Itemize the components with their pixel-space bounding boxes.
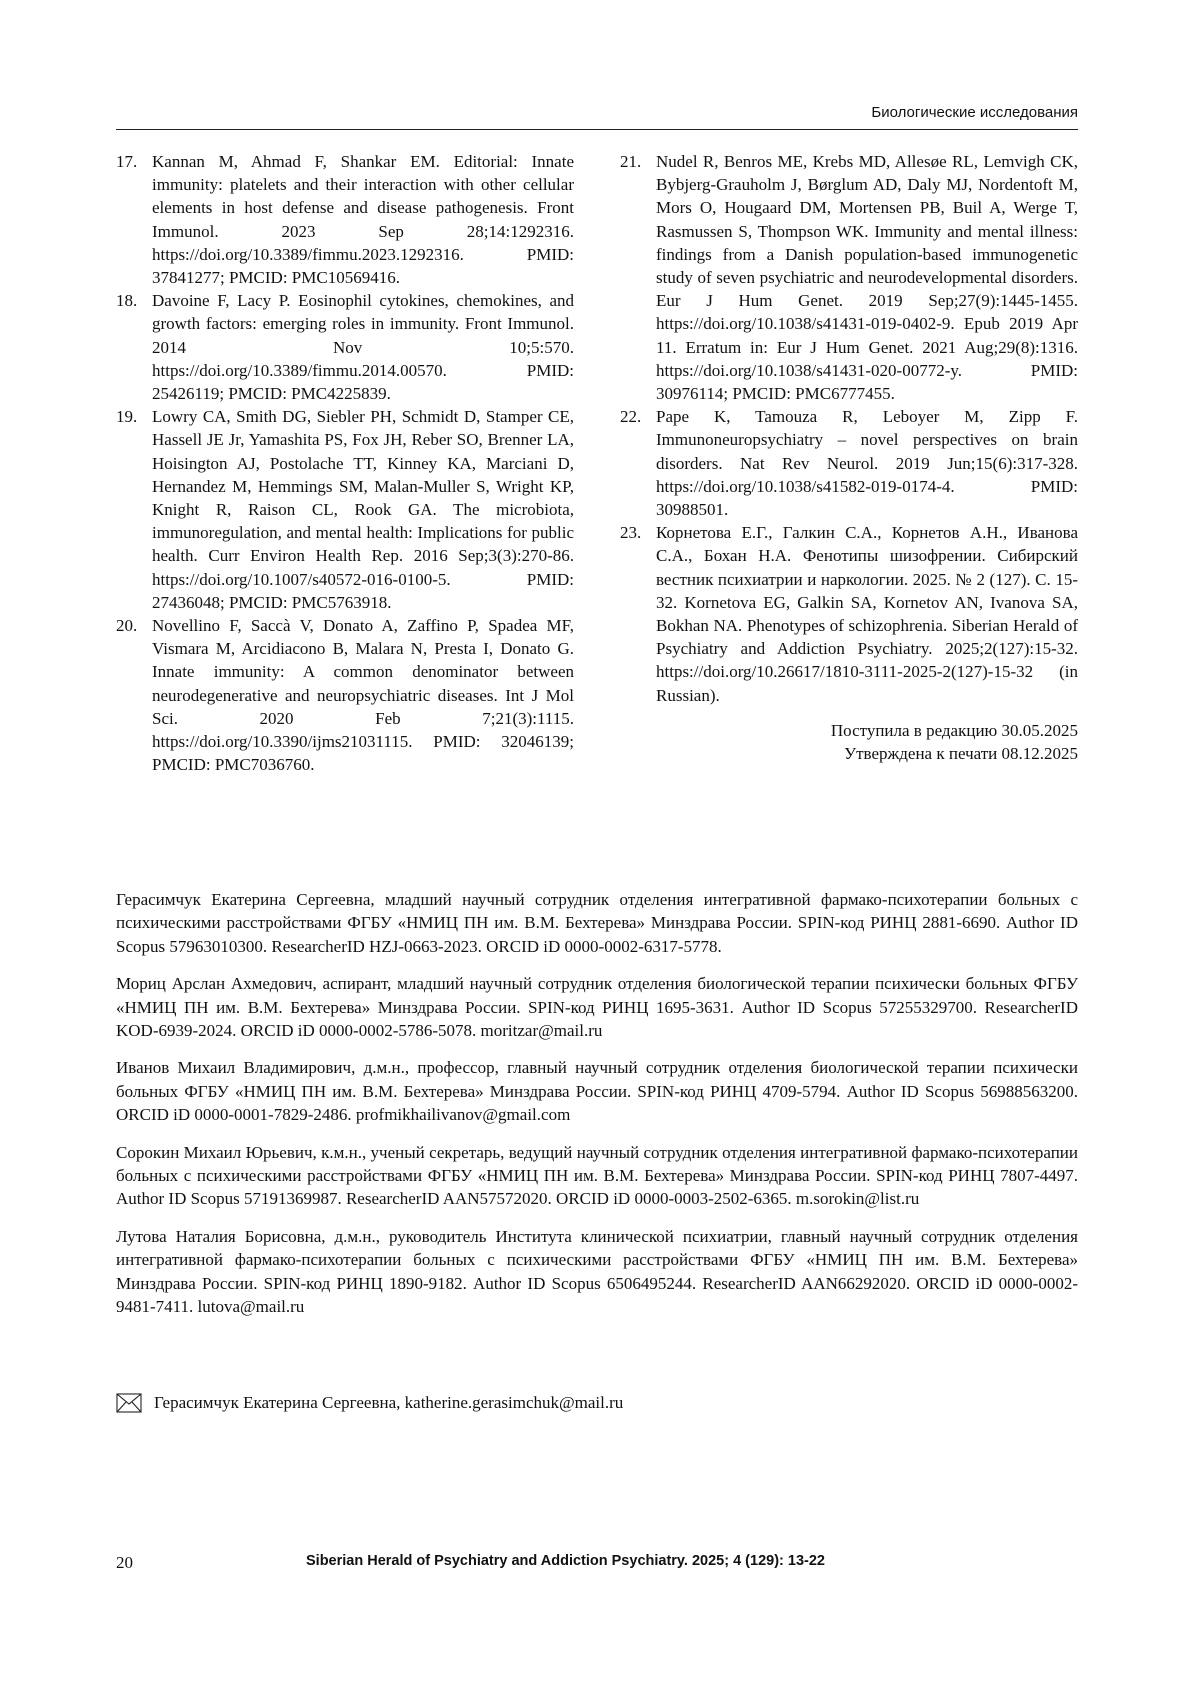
- reference-sublist: [620, 150, 1078, 707]
- reference-item: [620, 405, 1078, 521]
- reference-text: Kannan M, Ahmad F, Shankar EM. Editorial: Innate immunity: platelets and their interaction with other cellular elements in host defense and disease pathogenesis. Front Immunol. 2023 Sep 28;14:1292316. https://doi.org/10.3389/fimmu.2023.1292316. PMID: 37841277; PMCID: PMC10569416.: [152, 152, 574, 288]
- reference-text: Novellino F, Saccà V, Donato A, Zaffino P, Spadea MF, Vismara M, Arcidiacono B, Malara N, Presta I, Donato G. Innate immunity: A common denominator between neurodegenerative and neuropsychiatric diseases. Int J Mol Sci. 2020 Feb 7;21(3):1115. https://doi.org/10.3390/ijms21031115. PMID: 32046139; PMCID: PMC7036760.: [152, 616, 574, 775]
- submission-dates: [620, 719, 1078, 766]
- reference-column-left: [116, 150, 574, 776]
- author-entry: Иванов Михаил Владимирович, д.м.н., профессор, главный научный сотрудник отделения биологической терапии психически больных ФГБУ «НМИЦ ПН им. В.М. Бехтерева» Минздрава России. SPIN-код РИНЦ 4709-5794. Author ID Scopus 56988563200. ORCID iD 0000-0001-7829-2486. profmikhailivanov@gmail.com: [116, 1058, 1078, 1125]
- author-entry: Лутова Наталия Борисовна, д.м.н., руководитель Института клинической психиатрии, главный научный сотрудник отделения интегративной фармако-психотерапии больных с психическими расстройствами ФГБУ «НМИЦ ПН им. В.М. Бехтерева» Минздрава России. SPIN-код РИНЦ 1890-9182. Author ID Scopus 6506495244. ResearcherID AAN66292020. ORCID iD 0000-0002-9481-7411. lutova@mail.ru: [116, 1226, 1078, 1317]
- reference-number: 21.: [620, 152, 642, 171]
- received-date: Поступила в редакцию 30.05.2025: [830, 720, 1078, 740]
- reference-item: [116, 289, 574, 405]
- reference-item: [116, 150, 574, 289]
- header-rule: [116, 129, 1078, 130]
- reference-number: 17.: [116, 152, 138, 171]
- corresponding-author: [116, 1393, 623, 1413]
- running-head-section: Биологические исследования: [871, 104, 1078, 121]
- journal-citation: Siberian Herald of Psychiatry and Addiction Psychiatry. 2025; 4 (129): 13-22: [306, 1553, 825, 1569]
- reference-item: [620, 150, 1078, 405]
- author-entry: Мориц Арслан Ахмедович, аспирант, младший научный сотрудник отделения биологической терапии психически больных ФГБУ «НМИЦ ПН им. В.М. Бехтерева» Минздрава России. SPIN-код РИНЦ 1695-3631. Author ID Scopus 57255329700. ResearcherID KOD-6939-2024. ORCID iD 0000-0002-5786-5078. moritzar@mail.ru: [116, 974, 1078, 1041]
- author-info: [116, 888, 1078, 1333]
- reference-list: [116, 150, 1078, 776]
- accepted-date: Утверждена к печати 08.12.2025: [844, 744, 1078, 764]
- reference-number: 18.: [116, 291, 138, 311]
- author-entry: Сорокин Михаил Юрьевич, к.м.н., ученый секретарь, ведущий научный сотрудник отделения интегративной фармако-психотерапии больных с психическими расстройствами ФГБУ «НМИЦ ПН им. В.М. Бехтерева» Минздрава России. SPIN-код РИНЦ 7807-4497. Author ID Scopus 57191369987. ResearcherID AAN57572020. ORCID iD 0000-0003-2502-6365. m.sorokin@list.ru: [116, 1142, 1078, 1209]
- author-entry: Герасимчук Екатерина Сергеевна, младший научный сотрудник отделения интегративной фармако-психотерапии больных с психическими расстройствами ФГБУ «НМИЦ ПН им. В.М. Бехтерева» Минздрава России. SPIN-код РИНЦ 2881-6690. Author ID Scopus 57963010300. ResearcherID HZJ-0663-2023. ORCID iD 0000-0002-6317-5778.: [116, 890, 1078, 956]
- reference-column-right: [620, 150, 1078, 776]
- reference-text: Lowry CA, Smith DG, Siebler PH, Schmidt D, Stamper CE, Hassell JE Jr, Yamashita PS, Fox JH, Reber SO, Brenner LA, Hoisington AJ, Postolache TT, Kinney KA, Marciani D, Hernandez M, Hemmings SM, Malan-Muller S, Wright KP, Knight R, Raison CL, Rook GA. The microbiota, immunoregulation, and mental health: Implications for public health. Curr Environ Health Rep. 2016 Sep;3(3):270-86. https://doi.org/10.1007/s40572-016-0100-5. PMID: 27436048; PMCID: PMC5763918.: [152, 407, 574, 612]
- reference-text: Pape K, Tamouza R, Leboyer M, Zipp F. Immunoneuropsychiatry – novel perspectives on brain disorders. Nat Rev Neurol. 2019 Jun;15(6):317-328. https://doi.org/10.1038/s41582-019-0174-4. PMID: 30988501.: [656, 407, 1078, 520]
- reference-number: 19.: [116, 407, 138, 427]
- page-number: 20: [116, 1553, 133, 1572]
- reference-number: 20.: [116, 616, 138, 636]
- reference-number: 23.: [620, 523, 642, 543]
- reference-item: [116, 405, 574, 614]
- corresponding-author-text: Герасимчук Екатерина Сергеевна, katherine.gerasimchuk@mail.ru: [154, 1393, 624, 1412]
- reference-text: Davoine F, Lacy P. Eosinophil cytokines, chemokines, and growth factors: emerging roles in immunity. Front Immunol. 2014 Nov 10;5:570. https://doi.org/10.3389/fimmu.2014.00570. PMID: 25426119; PMCID: PMC4225839.: [152, 291, 574, 404]
- envelope-icon: [116, 1393, 142, 1413]
- reference-item: [620, 521, 1078, 707]
- reference-text: Корнетова Е.Г., Галкин С.А., Корнетов А.Н., Иванова С.А., Бохан Н.А. Фенотипы шизофрении. Сибирский вестник психиатрии и наркологии. 2025. № 2 (127). С. 15-32. Kornetova EG, Galkin SA, Kornetov AN, Ivanova SA, Bokhan NA. Phenotypes of schizophrenia. Siberian Herald of Psychiatry and Addiction Psychiatry. 2025;2(127):15-32. https://doi.org/10.26617/1810-3111-2025-2(127)-15-32 (in Russian).: [656, 523, 1078, 705]
- reference-number: 22.: [620, 407, 642, 427]
- reference-text: Nudel R, Benros ME, Krebs MD, Allesøe RL, Lemvigh CK, Bybjerg-Grauholm J, Børglum AD, Daly MJ, Nordentoft M, Mors O, Hougaard DM, Mortensen PB, Buil A, Werge T, Rasmussen S, Thompson WK. Immunity and mental illness: findings from a Danish population-based immunogenetic study of seven psychiatric and neurodevelopmental disorders. Eur J Hum Genet. 2019 Sep;27(9):1445-1455. https://doi.org/10.1038/s41431-019-0402-9. Epub 2019 Apr 11. Erratum in: Eur J Hum Genet. 2021 Aug;29(8):1316. https://doi.org/10.1038/s41431-020-00772-y. PMID: 30976114; PMCID: PMC6777455.: [656, 152, 1078, 404]
- reference-item: [116, 614, 574, 776]
